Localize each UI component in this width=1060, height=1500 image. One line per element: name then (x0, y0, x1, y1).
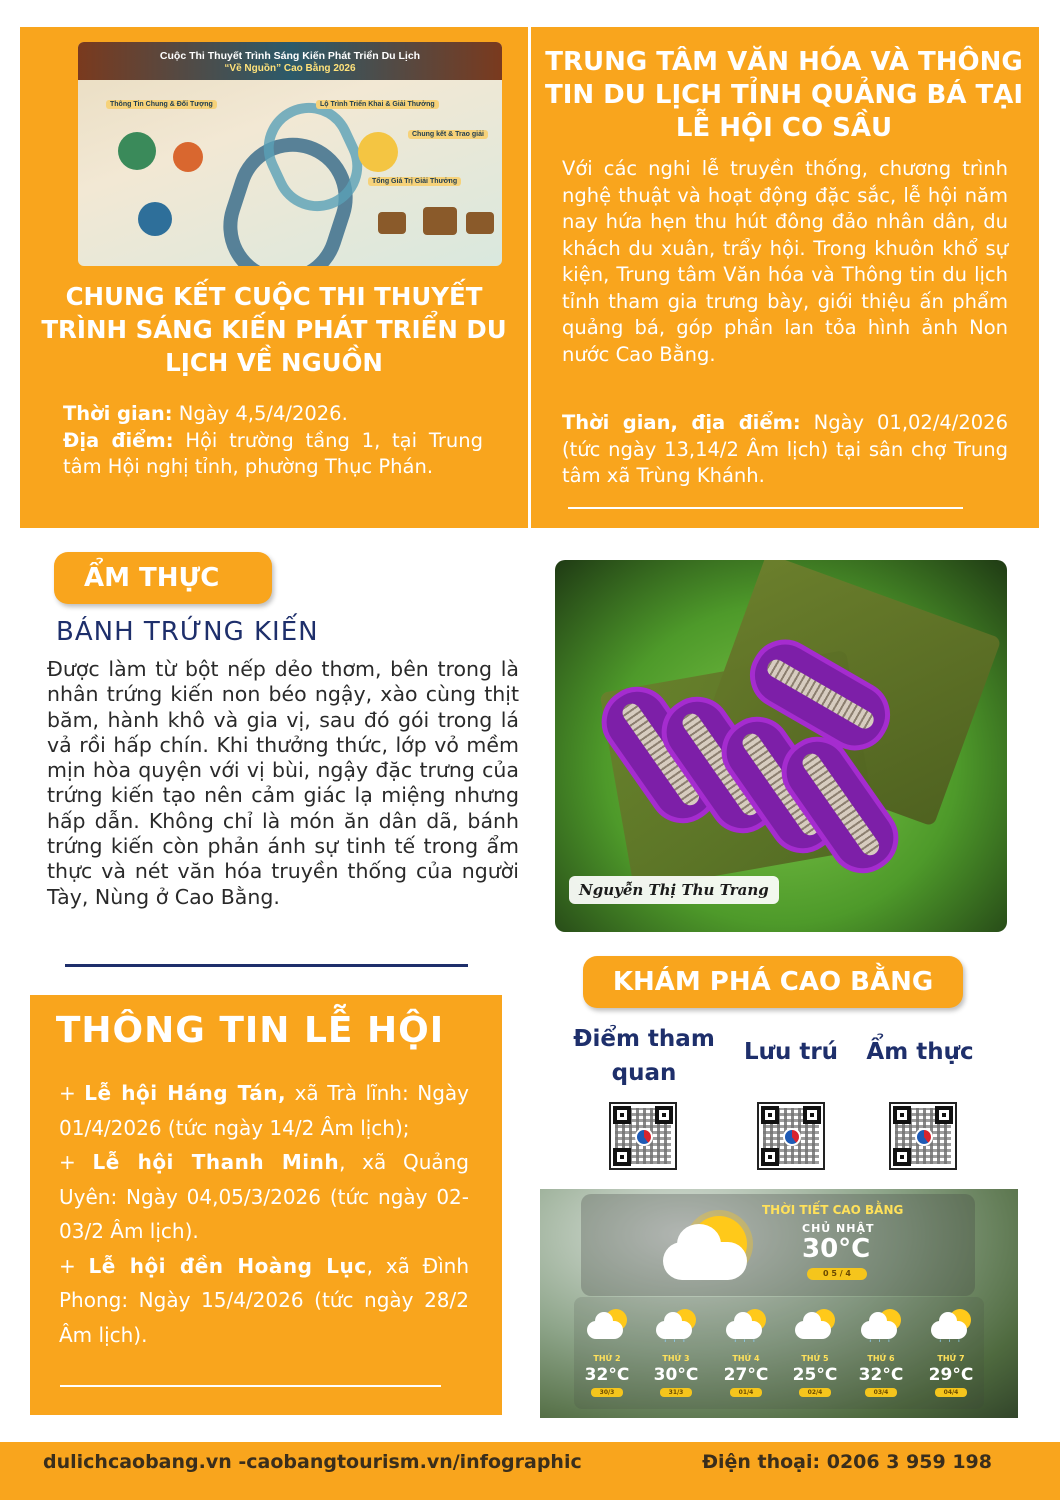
poster-label: Lộ Trình Triển Khai & Giải Thưởng (316, 100, 439, 109)
explore-cuisine-label: Ẩm thực (866, 1039, 974, 1065)
forecast-day-temp: 27°C (723, 1365, 769, 1385)
time-label: Thời gian: (63, 402, 173, 425)
forecast-day (787, 1309, 843, 1409)
time-place-label: Thời gian, địa điểm: (562, 411, 801, 434)
forecast-day (718, 1309, 774, 1409)
forecast-day-date: 01/4 (730, 1388, 762, 1397)
forecast-day-date: 31/3 (660, 1388, 692, 1397)
list-item: + Lễ hội Háng Tán, xã Trà lĩnh: Ngày 01/4/2026 (tức ngày 14/2 Âm lịch); (59, 1081, 469, 1140)
poster-device-graphic (138, 202, 172, 236)
poster-chest-graphic (378, 212, 406, 234)
forecast-day-name: THỨ 7 (937, 1354, 965, 1363)
rain-cloud-icon: ' ' ' (724, 1309, 768, 1343)
forecast-day-date: 30/3 (591, 1388, 623, 1397)
weather-today-date: 0 5 / 4 (807, 1268, 867, 1280)
list-item: + Lễ hội đền Hoàng Lục, xã Đình Phong: Ngày 15/4/2026 (tức ngày 28/2 Âm lịch). (59, 1253, 469, 1347)
qr-code-attractions-icon[interactable] (609, 1102, 677, 1170)
footer (0, 1442, 1060, 1500)
poster-label: Thông Tin Chung & Đối Tượng (106, 100, 217, 109)
forecast-day-name: THỨ 4 (732, 1354, 760, 1363)
forecast-day (923, 1309, 979, 1409)
logo-icon (915, 1128, 933, 1146)
dish-photo (555, 560, 1007, 932)
forecast-day (853, 1309, 909, 1409)
festival-name: Lễ hội Thanh Minh (92, 1150, 340, 1174)
logo-icon (783, 1128, 801, 1146)
photo-credit: Nguyễn Thị Thu Trang (569, 876, 779, 904)
logo-icon (635, 1128, 653, 1146)
place-value: Hội trường tầng 1, tại Trung tâm Hội nghị tỉnh, phường Thục Phán. (63, 428, 483, 478)
festival-detail: , xã Quảng Uyên: Ngày 04,05/3/2026 (tức ngày 02-03/2 Âm lịch). (59, 1150, 469, 1243)
explore-attractions-label: Điểm tham quan (573, 1026, 715, 1086)
forecast-day-date: 04/4 (935, 1388, 967, 1397)
poster-person-graphic (173, 142, 203, 172)
forecast-day-temp: 29°C (928, 1365, 974, 1385)
poster-subtitle: “Về Nguồn” Cao Bằng 2026 (224, 63, 356, 74)
poster-label: Chung kết & Trao giải (408, 130, 488, 139)
footer-phone: Điện thoại: 0206 3 959 198 (702, 1451, 992, 1473)
forecast-day-temp: 32°C (858, 1365, 904, 1385)
forecast-day-date: 03/4 (865, 1388, 897, 1397)
list-item: + Lễ hội Thanh Minh, xã Quảng Uyên: Ngày 04,05/3/2026 (tức ngày 02-03/2 Âm lịch). (59, 1150, 469, 1243)
explore-badge-label: KHÁM PHÁ CAO BẰNG (612, 967, 934, 997)
explore-badge (583, 956, 963, 1008)
festival-name: Lễ hội đền Hoàng Lục (88, 1253, 367, 1278)
cloud-icon (663, 1242, 747, 1280)
divider (65, 964, 468, 967)
poster-person-graphic (118, 132, 156, 170)
dish-description: Được làm từ bột nếp dẻo thơm, bên trong là nhân trứng kiến non béo ngậy, xào cùng thịt băm, hành khô và gia vị, sau đó gói trong lá vả rồi hấp chín. Khi thưởng thức, lớp vỏ mềm mịn hòa quyện với vị bùi, ngậy đặc trưng của trứng kiến tạo nên cảm giác lạ miệng nhưng hấp dẫn. Không chỉ là món ăn dân dã, bánh trứng kiến còn phản ánh sự tinh tế trong ẩm thực và nét văn hóa truyền thống của người Tày, Nùng ở Cao Bằng. (47, 657, 519, 909)
forecast-day-name: THỨ 5 (801, 1354, 829, 1363)
explore-accommodation-label: Lưu trú (743, 1039, 839, 1065)
weather-today-temp: 30°C (802, 1234, 871, 1264)
poster-spotlight-graphic (358, 132, 398, 172)
contest-heading: CHUNG KẾT CUỘC THI THUYẾT TRÌNH SÁNG KIẾN PHÁT TRIỂN DU LỊCH VỀ NGUỒN (41, 282, 507, 377)
festival-list (59, 1076, 469, 1352)
poster-title: Cuộc Thi Thuyết Trình Sáng Kiến Phát Triển Du Lịch (159, 50, 421, 62)
poster-chest-graphic (423, 207, 457, 235)
footer-website-link[interactable]: dulichcaobang.vn -caobangtourism.vn/infographic (43, 1451, 582, 1473)
promotion-heading: TRUNG TÂM VĂN HÓA VÀ THÔNG TIN DU LỊCH TỈNH QUẢNG BÁ TẠI LỄ HỘI CO SẦU (544, 47, 1024, 143)
promotion-body: Với các nghi lễ truyền thống, chương trình nghệ thuật và hoạt động đặc sắc, lễ hội năm nay hứa hẹn thu hút đông đảo nhân dân, du khách du xuân, trẩy hội. Trong khuôn khổ sự kiện, Trung tâm Văn hóa và Thông tin du lịch tỉnh tham gia trưng bày, giới thiệu ấn phẩm quảng bá, góp phần lan tỏa hình ảnh Non nước Cao Bằng. (562, 157, 1008, 366)
forecast-day-name: THỨ 3 (662, 1354, 690, 1363)
forecast-day (648, 1309, 704, 1409)
divider (60, 1385, 441, 1387)
poster-chest-graphic (466, 212, 494, 234)
rain-cloud-icon: ' ' ' (859, 1309, 903, 1343)
forecast-day-temp: 32°C (584, 1365, 630, 1385)
time-place-value: Ngày 01,02/4/2026 (tức ngày 13,14/2 Âm lịch) tại sân chợ Trung tâm xã Trùng Khánh. (562, 411, 1008, 487)
partly-cloudy-icon (793, 1309, 837, 1343)
partly-cloudy-icon (585, 1309, 629, 1343)
time-value: Ngày 4,5/4/2026. (178, 402, 348, 425)
cuisine-badge-label: ẨM THỰC (84, 563, 220, 593)
cuisine-badge (54, 552, 272, 604)
weather-widget (540, 1189, 1018, 1418)
festival-detail: , xã Đình Phong: Ngày 15/4/2026 (tức ngày 28/2 Âm lịch). (59, 1253, 469, 1347)
rain-cloud-icon: ' ' ' (654, 1309, 698, 1343)
qr-code-cuisine-icon[interactable] (889, 1102, 957, 1170)
rain-cloud-icon: ' ' ' (929, 1309, 973, 1343)
forecast-day-name: THỨ 2 (593, 1354, 621, 1363)
weather-today-day: CHỦ NHẬT (802, 1222, 875, 1235)
festival-detail: xã Trà lĩnh: Ngày 01/4/2026 (tức ngày 14/2 Âm lịch); (59, 1081, 469, 1140)
forecast-day-name: THỨ 6 (867, 1354, 895, 1363)
forecast-day (579, 1309, 635, 1409)
qr-code-accommodation-icon[interactable] (757, 1102, 825, 1170)
promotion-details (562, 410, 1008, 490)
festival-name: Lễ hội Háng Tán, (84, 1081, 287, 1105)
forecast-day-temp: 30°C (653, 1365, 699, 1385)
contest-poster-image (78, 42, 502, 266)
dish-name: BÁNH TRỨNG KIẾN (56, 617, 319, 647)
forecast-day-temp: 25°C (792, 1365, 838, 1385)
contest-details (63, 401, 483, 481)
place-label: Địa điểm: (63, 428, 174, 452)
forecast-day-date: 02/4 (799, 1388, 831, 1397)
weather-title: THỜI TIẾT CAO BẰNG (762, 1203, 904, 1217)
divider (568, 507, 963, 509)
festival-title: THÔNG TIN LỄ HỘI (55, 1010, 445, 1051)
poster-label: Tổng Giá Trị Giải Thưởng (368, 177, 461, 186)
